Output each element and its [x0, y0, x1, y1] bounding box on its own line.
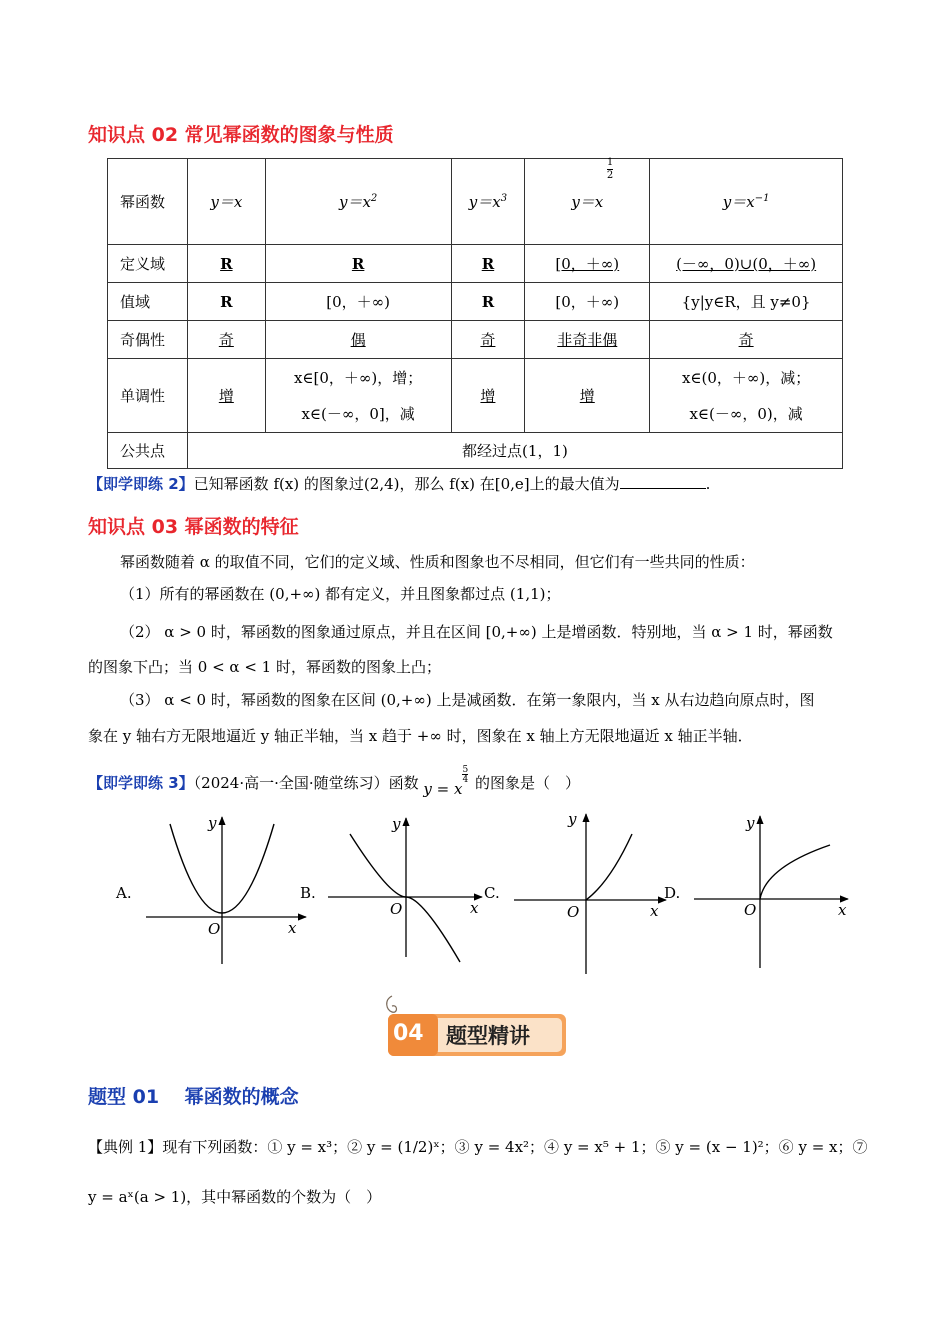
graph-c[interactable] — [484, 812, 666, 974]
property-3a: （3） α < 0 时，幂函数的图象在区间 (0,+∞) 上是减函数．在第一象限内，当 x 从右边趋向原点时，图 — [120, 691, 815, 709]
svg-text:x: x — [288, 919, 297, 937]
cell: [0，＋∞) — [265, 283, 451, 321]
svg-text:y: y — [746, 814, 755, 832]
table-row-range — [108, 283, 843, 321]
banner-title: 题型精讲 — [446, 1024, 530, 1048]
cell: x∈(0，＋∞)，减； x∈(－∞，0)，减 — [650, 359, 843, 433]
svg-text:y: y — [392, 815, 401, 833]
row-label-parity: 奇偶性 — [108, 321, 188, 359]
cell: 都经过点(1，1) — [187, 433, 842, 469]
cell: R — [265, 245, 451, 283]
row-label-domain: 定义域 — [108, 245, 188, 283]
svg-text:O: O — [390, 900, 403, 918]
svg-text:x: x — [838, 901, 847, 919]
cell: 偶 — [265, 321, 451, 359]
row-label-monotonicity: 单调性 — [108, 359, 188, 433]
table-row-common-point — [108, 433, 843, 469]
property-1: （1）所有的幂函数在 (0,+∞) 都有定义，并且图象都过点 (1,1)； — [120, 585, 561, 603]
option-b-label: B. — [300, 884, 316, 902]
cell: R — [187, 245, 265, 283]
section-heading-03: 知识点 03 幂函数的特征 — [88, 516, 299, 538]
graph-d[interactable] — [664, 814, 848, 968]
svg-text:y: y — [568, 812, 577, 828]
row-label-common: 公共点 — [108, 433, 188, 469]
cell: 奇 — [451, 321, 525, 359]
cell: [0，＋∞) — [525, 245, 650, 283]
table-row-parity — [108, 321, 843, 359]
power-function-table — [107, 158, 843, 469]
curve-c — [586, 834, 632, 900]
cell: {y|y∈R，且 y≠0} — [650, 283, 843, 321]
func-x3: $y=x^3$ — [451, 159, 525, 245]
section-heading-02: 知识点 02 常见幂函数的图象与性质 — [88, 124, 394, 146]
type-heading-01: 题型 01 幂函数的概念 — [88, 1086, 299, 1108]
cell: 增 — [525, 359, 650, 433]
svg-text:O: O — [208, 920, 221, 938]
curve-d — [760, 845, 830, 899]
svg-text:O: O — [567, 903, 580, 921]
cell: [0，＋∞) — [525, 283, 650, 321]
cell: R — [451, 283, 525, 321]
cell: R — [451, 245, 525, 283]
property-2a: （2） α > 0 时，幂函数的图象通过原点，并且在区间 [0,+∞) 上是增函数．特别地，当 α > 1 时，幂函数 — [120, 623, 833, 641]
func-x-half: y＝x 1 2 — [525, 159, 650, 245]
table-row-monotonicity — [108, 359, 843, 433]
example-1-line1: 【典例 1】现有下列函数：① y = x³；② y = (1/2)ˣ；③ y = 4x²；④ y = x⁵ + 1；⑤ y = (x − 1)²；⑥ y = x；⑦ — [88, 1138, 868, 1156]
option-c-label: C. — [484, 884, 500, 902]
cell: 非奇非偶 — [525, 321, 650, 359]
cell: x∈[0，＋∞)，增； x∈(－∞，0]，减 — [265, 359, 451, 433]
row-label-range: 值域 — [108, 283, 188, 321]
practice-2: 【即学即练 2】已知幂函数 f(x) 的图象过(2,4)，那么 f(x) 在[0,e]上的最大值为 . — [88, 475, 711, 493]
example-1-line2: y = aˣ(a > 1)，其中幂函数的个数为（ ） — [88, 1188, 382, 1206]
cell: 奇 — [650, 321, 843, 359]
property-3b: 象在 y 轴右方无限地逼近 y 轴正半轴，当 x 趋于 +∞ 时，图象在 x 轴上方无限地逼近 x 轴正半轴． — [88, 727, 753, 745]
cell: 奇 — [187, 321, 265, 359]
func-x-inverse: $y=x^{-1}$ — [650, 159, 843, 245]
property-2b: 的图象下凸；当 0 < α < 1 时，幂函数的图象上凸； — [88, 658, 441, 676]
banner-number: 04 — [393, 1021, 424, 1046]
section03-intro: 幂函数随着 α 的取值不同，它们的定义域、性质和图象也不尽相同，但它们有一些共同的性质： — [120, 553, 755, 571]
answer-blank[interactable] — [620, 476, 706, 489]
cell: (－∞，0)∪(0，＋∞) — [650, 245, 843, 283]
option-d-label: D. — [664, 884, 681, 902]
graph-a[interactable] — [115, 814, 306, 964]
cell: 增 — [187, 359, 265, 433]
svg-text:x: x — [650, 902, 659, 920]
func-x: y＝x — [187, 159, 265, 245]
graph-b[interactable] — [300, 815, 482, 962]
curve-b — [350, 834, 460, 962]
cell: R — [187, 283, 265, 321]
cell: 增 — [451, 359, 525, 433]
answer-graphs — [110, 812, 870, 982]
svg-text:y: y — [208, 814, 217, 832]
svg-text:x: x — [470, 899, 479, 917]
svg-text:O: O — [744, 901, 757, 919]
decor-icon — [387, 996, 397, 1012]
option-a-label: A. — [116, 884, 132, 902]
practice-3: 【即学即练 3】（2024·高一·全国·随堂练习）函数 $y = x\frac{5}{4}$ 的图象是（ ） — [88, 765, 580, 798]
table-row-header — [108, 159, 843, 245]
func-x2: $y=x^2$ — [265, 159, 451, 245]
row-label-function: 幂函数 — [108, 159, 188, 245]
table-row-domain — [108, 245, 843, 283]
